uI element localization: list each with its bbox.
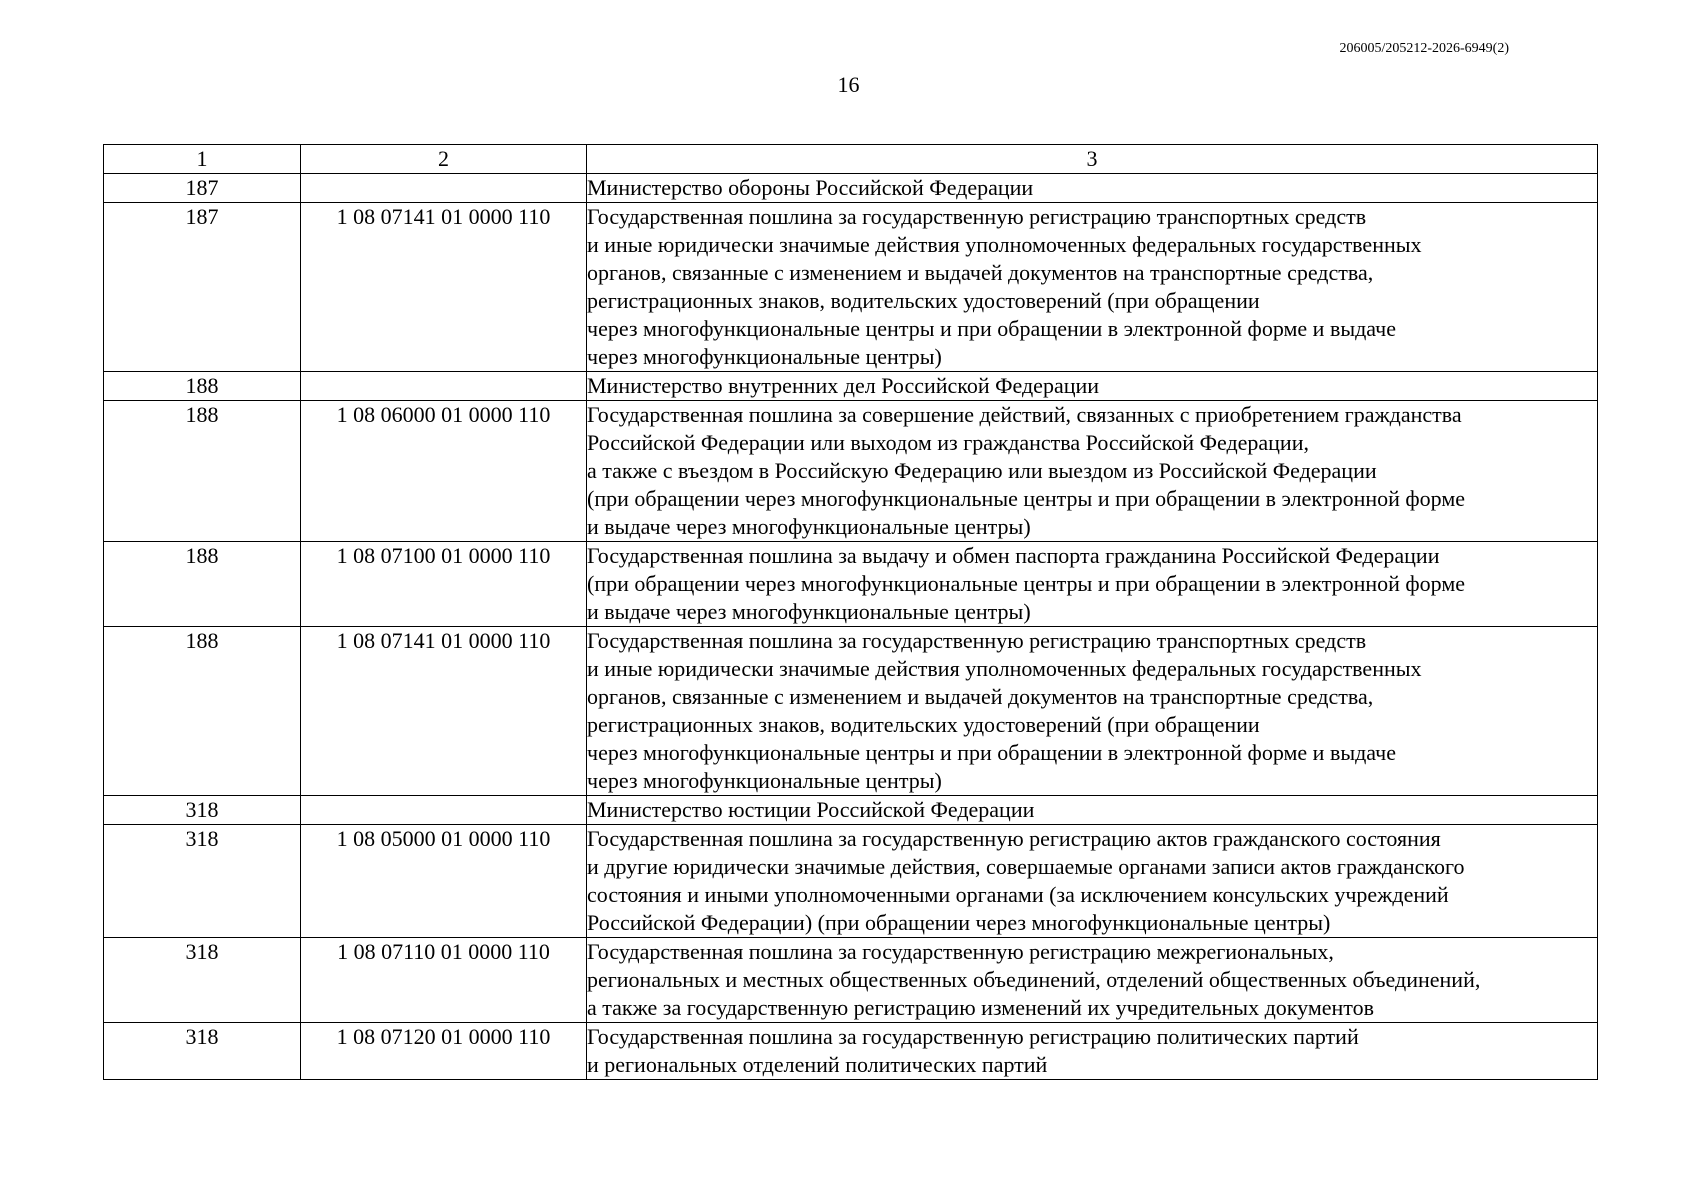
admin-code-cell: 188 xyxy=(104,627,301,796)
description-cell xyxy=(587,796,1598,825)
description-line: и иные юридически значимые действия уполномоченных федеральных государственных xyxy=(587,656,1422,681)
description-line: через многофункциональные центры) xyxy=(587,768,942,793)
income-code-cell: 1 08 07141 01 0000 110 xyxy=(301,203,587,372)
description-cell xyxy=(587,372,1598,401)
description-line: Министерство юстиции Российской Федерации xyxy=(587,797,1035,822)
admin-code-cell: 318 xyxy=(104,796,301,825)
description-line: регистрационных знаков, водительских удостоверений (при обращении xyxy=(587,712,1260,737)
description-line: Государственная пошлина за государственную регистрацию межрегиональных, xyxy=(587,939,1334,964)
column-header-2: 2 xyxy=(301,145,587,174)
table-row xyxy=(104,938,1598,1023)
description-cell xyxy=(587,1023,1598,1080)
description-line: через многофункциональные центры и при обращении в электронной форме и выдаче xyxy=(587,740,1397,765)
description-line: Государственная пошлина за государственную регистрацию политических партий xyxy=(587,1024,1359,1049)
page-number: 16 xyxy=(837,72,860,97)
description-line: Российской Федерации) (при обращении через многофункциональные центры) xyxy=(587,910,1331,935)
description-cell xyxy=(587,938,1598,1023)
admin-code-cell: 318 xyxy=(104,1023,301,1080)
table-row xyxy=(104,203,1598,372)
column-header-3: 3 xyxy=(587,145,1598,174)
description-line: и другие юридически значимые действия, совершаемые органами записи актов гражданского xyxy=(587,854,1465,879)
table-header xyxy=(104,145,1598,174)
description-cell xyxy=(587,174,1598,203)
description-line: Российской Федерации или выходом из гражданства Российской Федерации, xyxy=(587,430,1309,455)
description-line: (при обращении через многофункциональные центры и при обращении в электронной форме xyxy=(587,571,1466,596)
description-line: Государственная пошлина за выдачу и обмен паспорта гражданина Российской Федерации xyxy=(587,543,1440,568)
header-row xyxy=(104,145,1598,174)
description-line: а также за государственную регистрацию изменений их учредительных документов xyxy=(587,995,1375,1020)
income-code-cell: 1 08 06000 01 0000 110 xyxy=(301,401,587,542)
description-line: и выдаче через многофункциональные центры) xyxy=(587,599,1031,624)
document-id: 206005/205212-2026-6949(2) xyxy=(1339,41,1509,56)
income-code-cell xyxy=(301,174,587,203)
description-line: органов, связанные с изменением и выдачей документов на транспортные средства, xyxy=(587,684,1374,709)
description-line: Государственная пошлина за государственную регистрацию актов гражданского состояния xyxy=(587,826,1441,851)
description-line: и иные юридически значимые действия уполномоченных федеральных государственных xyxy=(587,232,1422,257)
description-line: Министерство обороны Российской Федерации xyxy=(587,175,1034,200)
income-code-cell: 1 08 07100 01 0000 110 xyxy=(301,542,587,627)
table-row xyxy=(104,627,1598,796)
income-code-cell: 1 08 07110 01 0000 110 xyxy=(301,938,587,1023)
income-code-cell xyxy=(301,372,587,401)
description-line: и региональных отделений политических партий xyxy=(587,1052,1048,1077)
description-line: регистрационных знаков, водительских удостоверений (при обращении xyxy=(587,288,1260,313)
income-code-cell xyxy=(301,796,587,825)
table-row xyxy=(104,1023,1598,1080)
table-row xyxy=(104,825,1598,938)
income-code-cell: 1 08 07141 01 0000 110 xyxy=(301,627,587,796)
description-line: а также с въездом в Российскую Федерацию или выездом из Российской Федерации xyxy=(587,458,1377,483)
description-cell xyxy=(587,627,1598,796)
description-line: органов, связанные с изменением и выдачей документов на транспортные средства, xyxy=(587,260,1374,285)
table-row xyxy=(104,401,1598,542)
description-cell xyxy=(587,542,1598,627)
description-line: через многофункциональные центры) xyxy=(587,344,942,369)
description-line: Государственная пошлина за государственную регистрацию транспортных средств xyxy=(587,628,1367,653)
admin-code-cell: 188 xyxy=(104,372,301,401)
description-line: Государственная пошлина за совершение действий, связанных с приобретением гражданства xyxy=(587,402,1462,427)
description-line: региональных и местных общественных объединений, отделений общественных объединений, xyxy=(587,967,1481,992)
table-body xyxy=(104,174,1598,1080)
admin-code-cell: 318 xyxy=(104,938,301,1023)
admin-code-cell: 187 xyxy=(104,203,301,372)
table-row xyxy=(104,174,1598,203)
description-cell xyxy=(587,825,1598,938)
income-code-cell: 1 08 05000 01 0000 110 xyxy=(301,825,587,938)
table-row xyxy=(104,372,1598,401)
description-line: Министерство внутренних дел Российской Федерации xyxy=(587,373,1100,398)
description-cell xyxy=(587,203,1598,372)
table-row xyxy=(104,542,1598,627)
admin-code-cell: 188 xyxy=(104,401,301,542)
income-code-cell: 1 08 07120 01 0000 110 xyxy=(301,1023,587,1080)
description-cell xyxy=(587,401,1598,542)
table-row xyxy=(104,796,1598,825)
description-line: через многофункциональные центры и при обращении в электронной форме и выдаче xyxy=(587,316,1397,341)
admin-code-cell: 188 xyxy=(104,542,301,627)
description-line: Государственная пошлина за государственную регистрацию транспортных средств xyxy=(587,204,1367,229)
admin-code-cell: 318 xyxy=(104,825,301,938)
column-header-1: 1 xyxy=(104,145,301,174)
description-line: состояния и иными уполномоченными органами (за исключением консульских учреждений xyxy=(587,882,1449,907)
description-line: (при обращении через многофункциональные центры и при обращении в электронной форме xyxy=(587,486,1466,511)
budget-codes-table xyxy=(103,144,1598,1080)
admin-code-cell: 187 xyxy=(104,174,301,203)
description-line: и выдаче через многофункциональные центры) xyxy=(587,514,1031,539)
